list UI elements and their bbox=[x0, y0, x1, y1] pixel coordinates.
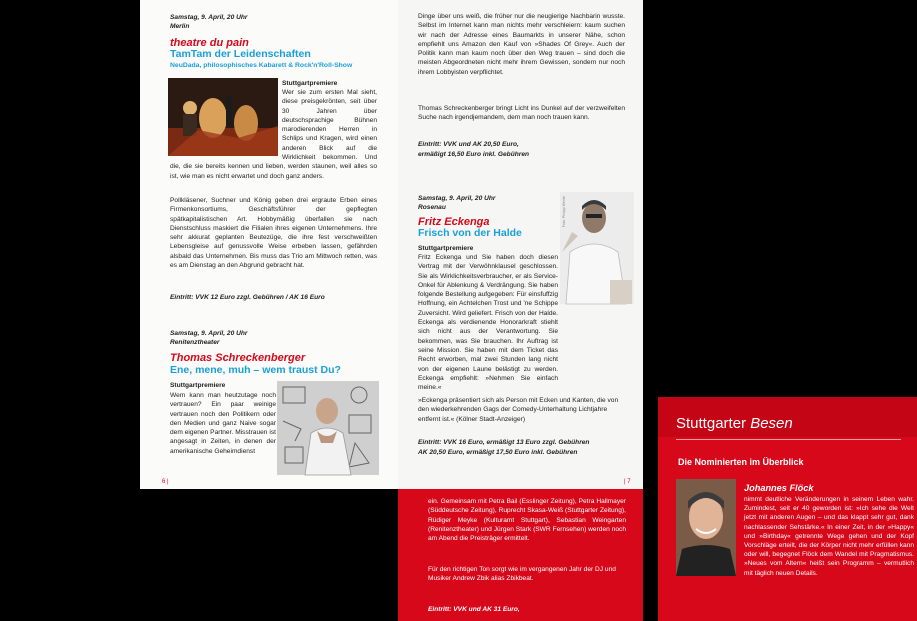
event2-price: Eintritt: VVK und AK 20,50 Euro, bbox=[418, 141, 519, 148]
event3-price: Eintritt: VVK 16 Euro, ermäßigt 13 Euro zzgl. Gebühren bbox=[418, 439, 590, 446]
event1-p1-text: Wer sie zum ersten Mal sieht, diese preisgekrönten, seit über 30 Jahren über deutschsprachige Bühnen marodierenden Herren in Schlips und Kragen, wird einen anderen Blick auf die Wirklichkeit bekommen. Und die, die sie bereits kennen und lieben, werden staunen, weil alles so ist, wie man es nicht erwartet und doch ganz anders. bbox=[170, 89, 377, 180]
event3-p1-text: Fritz Eckenga und Sie haben doch diesen Vertrag mit der Verwöhnklausel geschlossen. Sie als Wirklichkeitsverbraucher, er als Service-Onkel für Ablenkung & Verdrängung. Sie haben folgende Bestellung aufgegeben: Für einsfuffzig Hoffnung, ein Achtelchen Trost und 'ne Schippe Zuversicht. Wird geliefert. Frisch von der Halde. Eckenga als verdienende Honorarkraft stiehlt sich nicht aus der Verantwortung. Sie bekommen, was Sie brauchen. Ihr Auftrag ist seine Mission. Sie haben mit dem Ticket das Recht erworben, mal zwei Stunden lang nicht von der eigenen Laune belästigt zu werden. Eckenga empfiehlt: »Nehmen Sie einfach meine.« bbox=[418, 254, 558, 392]
event2-photo bbox=[277, 381, 379, 475]
right-page bbox=[398, 0, 643, 489]
bottom-text2: Für den richtigen Ton sorgt wie im vergangenen Jahr der DJ und Musiker Andrew Zbik alias Zbikbeat. bbox=[428, 566, 616, 583]
event2-venue: Renitenztheater bbox=[170, 339, 220, 346]
event3-venue: Rosenau bbox=[418, 204, 446, 211]
event2-date: Samstag, 9. April, 20 Uhr bbox=[170, 330, 248, 337]
besen-title-b: Besen bbox=[750, 415, 793, 432]
event3-show: Frisch von der Halde bbox=[418, 227, 522, 239]
event3-paragraph-b bbox=[418, 305, 633, 389]
event1-price: Eintritt: VVK 12 Euro zzgl. Gebühren / AK 16 Euro bbox=[170, 294, 325, 301]
besen-subtitle: Die Nominierten im Überblick bbox=[678, 457, 804, 467]
event3-price-reduced: AK 20,50 Euro, ermäßigt 17,50 Euro inkl. Gebühren bbox=[418, 449, 578, 456]
left-page bbox=[140, 0, 398, 489]
event2-continuation: Dinge über uns weiß, die früher nur die neugierige Nachbarin wusste. Selbst im Internet kann man nichts mehr verschleiern: kaum suchen wir nach der Adresse eines Baumarkts in unserer Nähe, schon empfiehlt uns Amazon den Kauf von »Shades Of Grey«. Auch der Politik kann man kaum noch über den Weg trauen – sind doch die meisten Abgeordneten nicht mehr ihrem Gewissen, sondern nur noch ihrem Lobbyisten verpflichtet. bbox=[418, 13, 625, 76]
event1-venue: Merlin bbox=[170, 23, 190, 30]
bottom-red-section bbox=[398, 489, 643, 621]
event1-act: theatre du pain bbox=[170, 37, 249, 49]
event1-premiere: Stuttgartpremiere bbox=[282, 80, 338, 87]
event1-subtitle: NeuDada, philosophisches Kabarett & Rock'n'Roll-Show bbox=[170, 62, 353, 69]
event1-paragraph1 bbox=[170, 88, 377, 196]
besen-text: nimmt deutliche Veränderungen in seinem Leben wahr. Zumindest, seit er 40 geworden ist: »Ich sehe die Welt jetzt mit anderen Augen – und das klappt sehr gut, dank nachlassender Sehstärke.« In einer Zeit, in der »Happy« und »Birthday« getrennte Wege gehen und der Kopf Vorschläge erteilt, die der Körper nicht mehr erfüllen kann oder will, begegnet Flöck dem Wandel mit Pragmatismus. »Neues vom Altern« heißt sein Programm – vermutlich mit täglich neuen Details. bbox=[744, 496, 914, 577]
besen-photo bbox=[676, 479, 736, 576]
event2-act: Thomas Schreckenberger bbox=[170, 352, 306, 364]
event1-paragraph2: Pollkläsener, Suchner und König geben drei ergraute Erben eines Firmenkonsortiums, Geschäftsführer der gepflegten spätkapitalistischen Art. Hobbymäßig überfallen sie nach Dienstschluss maskiert die Filialen ihres eigenen Unternehmens. Ihre sehr akkurat geplanten Beutezüge, die ihre fest verschweißten Lebensgleise auf genussvolle Weise erbeben lassen, gefährden alsbald das Unternehmen. Bis muss das Trio am Mittwoch retten, was es am Dienstag an den Abgrund gebracht hat. bbox=[170, 197, 377, 270]
event3-photo bbox=[560, 192, 634, 304]
besen-divider bbox=[676, 439, 901, 440]
left-page-number: 6 | bbox=[162, 479, 169, 485]
event2-paragraph1: Wem kann man heutzutage noch vertrauen? Ein paar weinige vertrauen noch den Politikern oder den Medien und ganz Naive sogar dem eigenen Partner. Misstrauen ist angesagt in Zeiten, in denen der amerikanische Geheimdienst bbox=[170, 392, 276, 455]
event2-continuation2: Thomas Schreckenberger bringt Licht ins Dunkel auf der verzweifelten Suche nach irgendjemandem, dem man noch trauen kann. bbox=[418, 105, 625, 122]
event1-show: TamTam der Leidenschaften bbox=[170, 48, 311, 60]
event2-show: Ene, mene, muh – wem traust Du? bbox=[170, 364, 341, 376]
event2-price-reduced: ermäßigt 16,50 Euro inkl. Gebühren bbox=[418, 151, 530, 158]
besen-title-a: Stuttgarter bbox=[676, 415, 751, 432]
besen-name: Johannes Flöck bbox=[744, 483, 814, 493]
event3-paragraph-a bbox=[418, 253, 558, 392]
event3-date: Samstag, 9. April, 20 Uhr bbox=[418, 195, 496, 202]
event3-act: Fritz Eckenga bbox=[418, 216, 490, 228]
besen-page bbox=[658, 397, 917, 621]
event3-premiere: Stuttgartpremiere bbox=[418, 245, 474, 252]
bottom-text: ein. Gemeinsam mit Petra Bail (Esslinger Zeitung), Petra Hallmayer (Süddeutsche Zeitung), Ruprecht Skasa-Weiß (Stuttgarter Zeitung), Rüdiger Meyke (Kulturamt Stuttgart), Sebastian Weingarten (Renitenztheater) und Jürgen Stark (SWR Fernsehen) werden noch am Abend die Preisträger ermittelt. bbox=[428, 498, 626, 543]
event3-quote: »Eckenga präsentiert sich als Person mit Ecken und Kanten, die von den wiederkehrenden Gags der Comedy-Unterhaltung Lichtjahre entfernt ist.« (Kölner Stadt-Anzeiger) bbox=[418, 397, 619, 423]
event2-premiere: Stuttgartpremiere bbox=[170, 382, 226, 389]
event1-date: Samstag, 9. April, 20 Uhr bbox=[170, 14, 248, 21]
right-page-number: | 7 bbox=[624, 479, 631, 485]
photo-credit: Foto: Philipp Wente bbox=[562, 196, 566, 228]
besen-title bbox=[676, 415, 793, 432]
bottom-price: Eintritt: VVK und AK 31 Euro, bbox=[428, 606, 520, 613]
